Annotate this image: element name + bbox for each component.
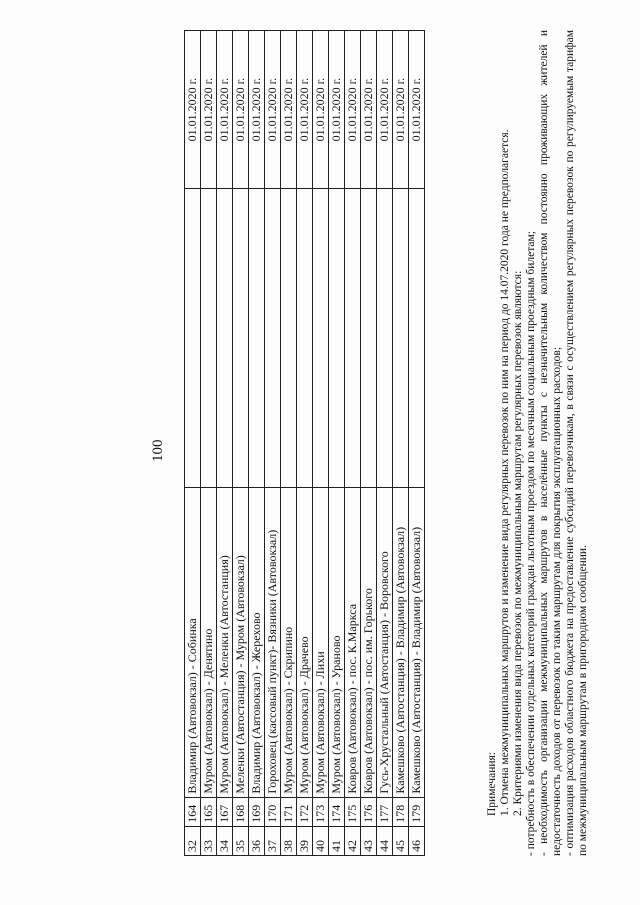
table-row	[345, 31, 361, 856]
route-index: 168	[233, 797, 249, 826]
row-number: 35	[233, 826, 249, 855]
row-number: 46	[409, 826, 425, 855]
route-index: 173	[313, 797, 329, 826]
route-index: 167	[217, 797, 233, 826]
blank-cell	[313, 189, 329, 488]
table-row	[281, 31, 297, 856]
table-row	[185, 31, 201, 856]
effective-date: 01.01.2020 г.	[313, 31, 329, 189]
table-row	[329, 31, 345, 856]
route-name: Муром (Автовокзал) - Драчево	[297, 488, 313, 797]
effective-date: 01.01.2020 г.	[201, 31, 217, 189]
table-row	[361, 31, 377, 856]
route-name: Ковров (Автовокзал) - пос. им. Горького	[361, 488, 377, 797]
blank-cell	[329, 189, 345, 488]
page-number: 100	[150, 439, 166, 462]
row-number: 42	[345, 826, 361, 855]
table-row	[393, 31, 409, 856]
note-bullet-2: - необходимость организации межмуниципальных маршрутов в населённые пункты с незначительным количеством постоянно проживающих жителей и недостаточность доходов от перевозок по таким маршрутам для покрытия эксплуатационных расходов;	[538, 30, 563, 856]
blank-cell	[201, 189, 217, 488]
route-index: 174	[329, 797, 345, 826]
effective-date: 01.01.2020 г.	[345, 31, 361, 189]
notes-section	[486, 30, 590, 856]
effective-date: 01.01.2020 г.	[409, 31, 425, 189]
row-number: 37	[265, 826, 281, 855]
effective-date: 01.01.2020 г.	[281, 31, 297, 189]
route-index: 171	[281, 797, 297, 826]
table-row	[409, 31, 425, 856]
blank-cell	[265, 189, 281, 488]
blank-cell	[233, 189, 249, 488]
blank-cell	[345, 189, 361, 488]
table-row	[265, 31, 281, 856]
route-index: 164	[185, 797, 201, 826]
row-number: 45	[393, 826, 409, 855]
table-row	[297, 31, 313, 856]
row-number: 41	[329, 826, 345, 855]
effective-date: 01.01.2020 г.	[185, 31, 201, 189]
row-number: 34	[217, 826, 233, 855]
route-index: 176	[361, 797, 377, 826]
table-row	[249, 31, 265, 856]
blank-cell	[185, 189, 201, 488]
route-name: Муром (Автовокзал) - Меленки (Автостанция)	[217, 488, 233, 797]
route-name: Владимир (Автовокзал) - Собинка	[185, 488, 201, 797]
note-2: 2. Критериями изменения вида перевозок по межмуниципальным маршрутам регулярных перевозок являются:	[512, 270, 524, 816]
effective-date: 01.01.2020 г.	[233, 31, 249, 189]
note-bullet-3: - оптимизация расходов областного бюджета на предоставление субсидий перевозчикам, в связи с осуществлением регулярных перевозок по регулируемым тарифам по межмуниципальным маршрутам в пригородном сообщении.	[564, 30, 589, 856]
notes-title: Примечания:	[486, 752, 498, 816]
effective-date: 01.01.2020 г.	[329, 31, 345, 189]
route-index: 179	[409, 797, 425, 826]
row-number: 40	[313, 826, 329, 855]
effective-date: 01.01.2020 г.	[393, 31, 409, 189]
effective-date: 01.01.2020 г.	[265, 31, 281, 189]
row-number: 33	[201, 826, 217, 855]
row-number: 43	[361, 826, 377, 855]
blank-cell	[297, 189, 313, 488]
route-index: 172	[297, 797, 313, 826]
route-name: Ковров (Автовокзал) - пос. К.Маркса	[345, 488, 361, 797]
effective-date: 01.01.2020 г.	[297, 31, 313, 189]
blank-cell	[393, 189, 409, 488]
row-number: 44	[377, 826, 393, 855]
route-index: 178	[393, 797, 409, 826]
effective-date: 01.01.2020 г.	[249, 31, 265, 189]
blank-cell	[361, 189, 377, 488]
route-index: 177	[377, 797, 393, 826]
route-name: Камешково (Автостанция) - Владимир (Автовокзал)	[393, 488, 409, 797]
route-name: Гороховец (кассовый пункт)- Вязники (Автовокзал)	[265, 488, 281, 797]
effective-date: 01.01.2020 г.	[361, 31, 377, 189]
route-name: Камешково (Автостанция) - Владимир (Автовокзал)	[409, 488, 425, 797]
routes-table	[184, 30, 425, 856]
table-row	[313, 31, 329, 856]
route-name: Муром (Автовокзал) - Ураново	[329, 488, 345, 797]
route-index: 165	[201, 797, 217, 826]
rotated-content	[20, 12, 620, 892]
route-index: 175	[345, 797, 361, 826]
route-name: Меленки (Автостанция) - Муром (Автовокзал)	[233, 488, 249, 797]
table-row	[217, 31, 233, 856]
route-name: Гусь-Хрустальный (Автостанция) - Воровского	[377, 488, 393, 797]
row-number: 36	[249, 826, 265, 855]
note-bullet-1: - потребность в обеспечении отдельных категорий граждан льготным проездом по месячным социальным проездным билетам;	[525, 231, 537, 856]
blank-cell	[249, 189, 265, 488]
route-name: Муром (Автовокзал) - Денятино	[201, 488, 217, 797]
blank-cell	[217, 189, 233, 488]
table-row	[201, 31, 217, 856]
blank-cell	[409, 189, 425, 488]
effective-date: 01.01.2020 г.	[217, 31, 233, 189]
blank-cell	[281, 189, 297, 488]
row-number: 39	[297, 826, 313, 855]
table-row	[233, 31, 249, 856]
table-row	[377, 31, 393, 856]
blank-cell	[377, 189, 393, 488]
route-name: Владимир (Автовокзал) - Жерехово	[249, 488, 265, 797]
route-index: 169	[249, 797, 265, 826]
route-name: Муром (Автовокзал) - Лихи	[313, 488, 329, 797]
row-number: 38	[281, 826, 297, 855]
row-number: 32	[185, 826, 201, 855]
effective-date: 01.01.2020 г.	[377, 31, 393, 189]
route-index: 170	[265, 797, 281, 826]
route-name: Муром (Автовокзал) - Скрипино	[281, 488, 297, 797]
note-1: 1. Отмена межмуниципальных маршрутов и изменение вида регулярных перевозок по ним на период до 14.07.2020 года не предполагается.	[499, 129, 511, 816]
